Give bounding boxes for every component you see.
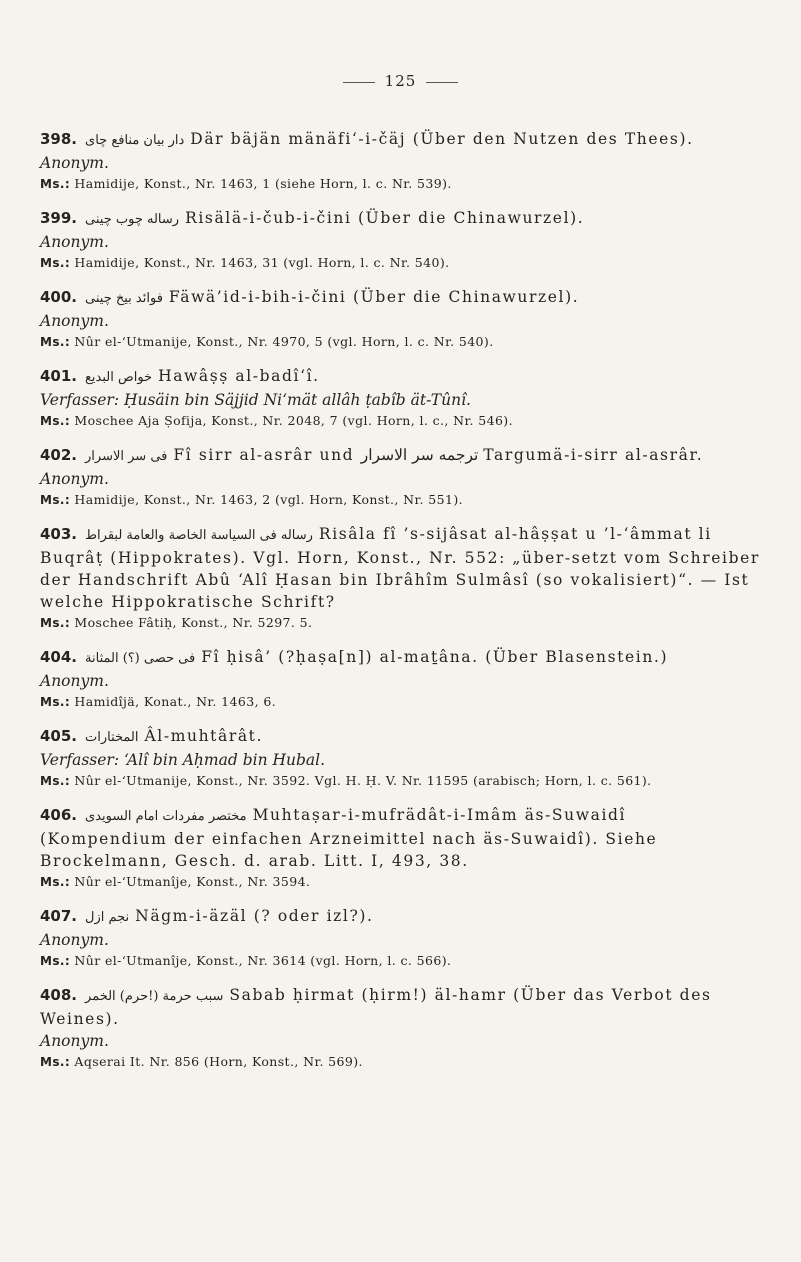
entry-number: 407. xyxy=(40,907,78,925)
catalog-entry xyxy=(40,365,760,431)
entry-author: Anonym. xyxy=(40,154,109,172)
entry-author: Anonym. xyxy=(40,312,109,330)
arabic-title: سبب حرمة (!حرم) الخمر xyxy=(85,989,224,1004)
entry-author: Anonym. xyxy=(40,1032,109,1050)
entry-title: Muhtaṣar-i-mufrädât-i-Imâm äs-Suwaidî (Kompendium der einfachen Arzneimittel nach äs-Suwaidî). Siehe Brockelmann, Gesch. d. arab. Litt. I, 493, 38. xyxy=(40,806,658,870)
arabic-title: خواص البديع xyxy=(85,370,153,385)
entry-title: Hawâṣṣ al-badî‘î. xyxy=(158,367,320,385)
entry-number: 399. xyxy=(40,209,78,227)
page-number-dash-left xyxy=(343,82,375,83)
catalog-entry xyxy=(40,725,760,791)
entry-title: Fî ḥisâ’ (?ḥaṣa[n]) al-maṯâna. (Über Blasenstein.) xyxy=(201,648,669,666)
entry-number: 405. xyxy=(40,727,78,745)
entry-number: 403. xyxy=(40,525,78,543)
manuscript-line: Ms.: Hamidije, Konst., Nr. 1463, 2 (vgl. Horn, Konst., Nr. 551). xyxy=(40,492,463,507)
manuscript-line: Ms.: Nûr el-‘Utmanîje, Konst., Nr. 3614 (vgl. Horn, l. c. 566). xyxy=(40,953,452,968)
manuscript-line: Ms.: Hamidije, Konst., Nr. 1463, 1 (siehe Horn, l. c. Nr. 539). xyxy=(40,176,452,191)
entry-number: 400. xyxy=(40,288,78,306)
manuscript-line: Ms.: Nûr el-‘Utmanije, Konst., Nr. 4970, 5 (vgl. Horn, l. c. Nr. 540). xyxy=(40,334,494,349)
entry-author: Anonym. xyxy=(40,931,109,949)
page-number-dash-right xyxy=(426,82,458,83)
entry-author: Anonym. xyxy=(40,672,109,690)
manuscript-line: Ms.: Nûr el-‘Utmanîje, Konst., Nr. 3594. xyxy=(40,874,311,889)
entry-number: 408. xyxy=(40,986,78,1004)
manuscript-line: Ms.: Hamidije, Konst., Nr. 1463, 31 (vgl. Horn, l. c. Nr. 540). xyxy=(40,255,450,270)
entry-author: Verfasser: ‘Alî bin Aḥmad bin Hubal. xyxy=(40,751,326,769)
entry-title: Risälä-i-čub-i-čini (Über die Chinawurzel). xyxy=(185,209,585,227)
catalog-entries xyxy=(40,128,760,1085)
entry-number: 401. xyxy=(40,367,78,385)
arabic-title: فوائد بيخ چينى xyxy=(85,291,163,306)
entry-author: Anonym. xyxy=(40,233,109,251)
entry-number: 398. xyxy=(40,130,78,148)
manuscript-line: Ms.: Moschee Fâtiḥ, Konst., Nr. 5297. 5. xyxy=(40,615,313,630)
catalog-entry xyxy=(40,128,760,194)
catalog-entry xyxy=(40,286,760,352)
entry-number: 406. xyxy=(40,806,78,824)
entry-title: Sabab ḥirmat (ḥirm!) äl-hamr (Über das Verbot des Weines). xyxy=(40,986,712,1028)
manuscript-line: Ms.: Nûr el-‘Utmanije, Konst., Nr. 3592. Vgl. H. Ḥ. V. Nr. 11595 (arabisch; Horn, l. c. 561). xyxy=(40,773,652,788)
entry-title: Där bäjän mänäfi‘-i-čäj (Über den Nutzen des Thees). xyxy=(190,130,694,148)
catalog-entry xyxy=(40,444,760,510)
entry-author: Verfasser: Ḥusäin bin Säjjid Ni‘mät allâh ṭabîb ät-Tûnî. xyxy=(40,391,471,409)
arabic-title: دار بيان منافع چاى xyxy=(85,133,185,148)
page-number-text: 125 xyxy=(384,72,417,90)
catalog-entry xyxy=(40,523,760,633)
manuscript-line: Ms.: Moschee Aja Ṣofija, Konst., Nr. 2048, 7 (vgl. Horn, l. c., Nr. 546). xyxy=(40,413,513,428)
arabic-title: مختصر مفردات امام السويدى xyxy=(85,809,247,824)
catalog-entry xyxy=(40,646,760,712)
manuscript-line: Ms.: Hamidîjä, Konat., Nr. 1463, 6. xyxy=(40,694,277,709)
entry-author: Anonym. xyxy=(40,470,109,488)
manuscript-line: Ms.: Aqserai It. Nr. 856 (Horn, Konst., Nr. 569). xyxy=(40,1054,363,1069)
entry-title: Fî sirr al-asrâr und ترجمه سر الاسرار Targumä-i-sirr al-asrâr. xyxy=(173,446,704,464)
arabic-title: فى سر الاسرار xyxy=(85,449,168,464)
catalog-entry xyxy=(40,984,760,1072)
catalog-entry xyxy=(40,207,760,273)
catalog-entry xyxy=(40,905,760,971)
entry-title: Fäwä’id-i-bih-i-čini (Über die Chinawurzel). xyxy=(168,288,580,306)
arabic-title: فى حصى (؟) المثانة xyxy=(85,651,196,666)
arabic-title: رساله چوب چينى xyxy=(85,212,180,227)
entry-title: Âl-muhtârât. xyxy=(144,727,264,745)
entry-title: Nägm-i-äzäl (? oder izl?). xyxy=(135,907,374,925)
entry-title: Risâla fî ’s-sijâsat al-hâṣṣat u ’l-‘âmmat li Buqrâṭ (Hippokrates). Vgl. Horn, Konst., Nr. 552: „über-setzt vom Schreiber der Handschrift Abû ‘Alî Ḥasan bin Ibrâhîm Sulmâsî (so vokalisiert)“. — Ist welche Hippokratische Schrift? xyxy=(40,525,760,611)
entry-number: 402. xyxy=(40,446,78,464)
arabic-title: نجم ازل xyxy=(85,910,130,925)
page-number xyxy=(0,72,801,90)
entry-number: 404. xyxy=(40,648,78,666)
arabic-title: المختارات xyxy=(85,730,139,745)
arabic-title: رساله فى السياسة الخاصة والعامة لبقراط xyxy=(85,528,313,543)
catalog-entry xyxy=(40,804,760,892)
